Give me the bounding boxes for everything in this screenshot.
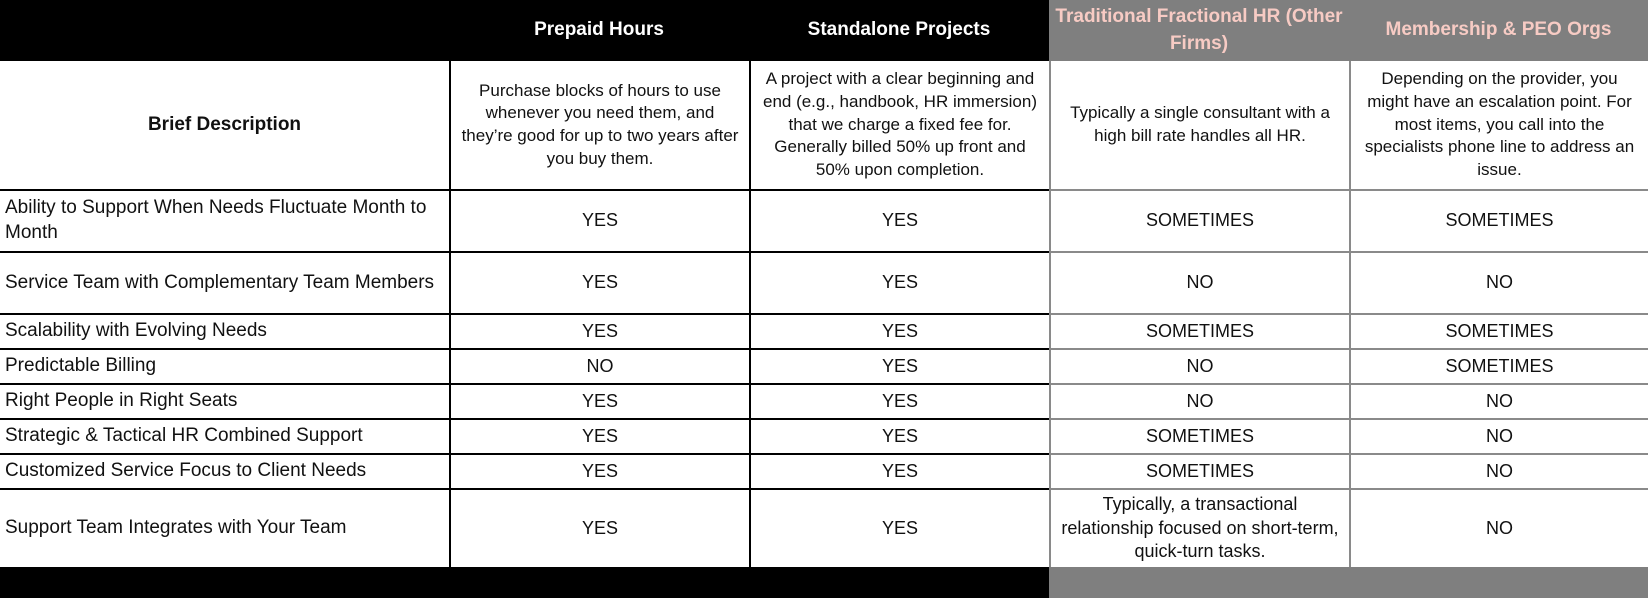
cell-membership-peo: SOMETIMES — [1349, 189, 1648, 251]
description-prepaid-hours: Purchase blocks of hours to use whenever you need them, and they’re good for up to two years after you buy them. — [449, 61, 749, 189]
header-traditional-fractional-hr: Traditional Fractional HR (Other Firms) — [1049, 0, 1349, 61]
cell-prepaid-hours: YES — [449, 383, 749, 418]
footer-band-gray — [1049, 567, 1349, 598]
cell-standalone-projects: YES — [749, 418, 1049, 453]
cell-traditional-fractional-hr: SOMETIMES — [1049, 418, 1349, 453]
cell-membership-peo: NO — [1349, 251, 1648, 313]
cell-membership-peo: NO — [1349, 488, 1648, 567]
cell-traditional-fractional-hr: NO — [1049, 348, 1349, 383]
row-label: Support Team Integrates with Your Team — [0, 488, 449, 567]
cell-traditional-fractional-hr: Typically, a transactional relationship focused on short-term, quick-turn tasks. — [1049, 488, 1349, 567]
header-prepaid-hours: Prepaid Hours — [449, 0, 749, 61]
cell-traditional-fractional-hr: NO — [1049, 251, 1349, 313]
cell-prepaid-hours: YES — [449, 488, 749, 567]
row-label-brief-description: Brief Description — [0, 61, 449, 189]
footer-band-dark — [749, 567, 1049, 598]
cell-membership-peo: NO — [1349, 453, 1648, 488]
header-membership-peo: Membership & PEO Orgs — [1349, 0, 1648, 61]
cell-membership-peo: SOMETIMES — [1349, 313, 1648, 348]
cell-prepaid-hours: YES — [449, 418, 749, 453]
cell-traditional-fractional-hr: SOMETIMES — [1049, 453, 1349, 488]
footer-band-gray — [1349, 567, 1648, 598]
cell-traditional-fractional-hr: SOMETIMES — [1049, 189, 1349, 251]
cell-traditional-fractional-hr: NO — [1049, 383, 1349, 418]
cell-standalone-projects: YES — [749, 348, 1049, 383]
cell-standalone-projects: YES — [749, 189, 1049, 251]
cell-membership-peo: NO — [1349, 418, 1648, 453]
header-corner — [0, 0, 449, 61]
cell-prepaid-hours: NO — [449, 348, 749, 383]
description-membership-peo: Depending on the provider, you might have an escalation point. For most items, you call into the specialists phone line to address an issue. — [1349, 61, 1648, 189]
description-standalone-projects: A project with a clear beginning and end (e.g., handbook, HR immersion) that we charge a fixed fee for. Generally billed 50% up front and 50% upon completion. — [749, 61, 1049, 189]
row-label: Service Team with Complementary Team Members — [0, 251, 449, 313]
cell-membership-peo: NO — [1349, 383, 1648, 418]
row-label: Right People in Right Seats — [0, 383, 449, 418]
row-label: Strategic & Tactical HR Combined Support — [0, 418, 449, 453]
header-standalone-projects: Standalone Projects — [749, 0, 1049, 61]
cell-traditional-fractional-hr: SOMETIMES — [1049, 313, 1349, 348]
cell-standalone-projects: YES — [749, 251, 1049, 313]
cell-standalone-projects: YES — [749, 488, 1049, 567]
cell-prepaid-hours: YES — [449, 251, 749, 313]
cell-prepaid-hours: YES — [449, 189, 749, 251]
row-label: Ability to Support When Needs Fluctuate Month to Month — [0, 189, 449, 251]
description-traditional-fractional-hr: Typically a single consultant with a high bill rate handles all HR. — [1049, 61, 1349, 189]
cell-prepaid-hours: YES — [449, 313, 749, 348]
row-label: Customized Service Focus to Client Needs — [0, 453, 449, 488]
row-label: Scalability with Evolving Needs — [0, 313, 449, 348]
cell-membership-peo: SOMETIMES — [1349, 348, 1648, 383]
cell-standalone-projects: YES — [749, 453, 1049, 488]
cell-standalone-projects: YES — [749, 383, 1049, 418]
cell-prepaid-hours: YES — [449, 453, 749, 488]
footer-band-dark — [449, 567, 749, 598]
footer-band-dark — [0, 567, 449, 598]
cell-standalone-projects: YES — [749, 313, 1049, 348]
row-label: Predictable Billing — [0, 348, 449, 383]
